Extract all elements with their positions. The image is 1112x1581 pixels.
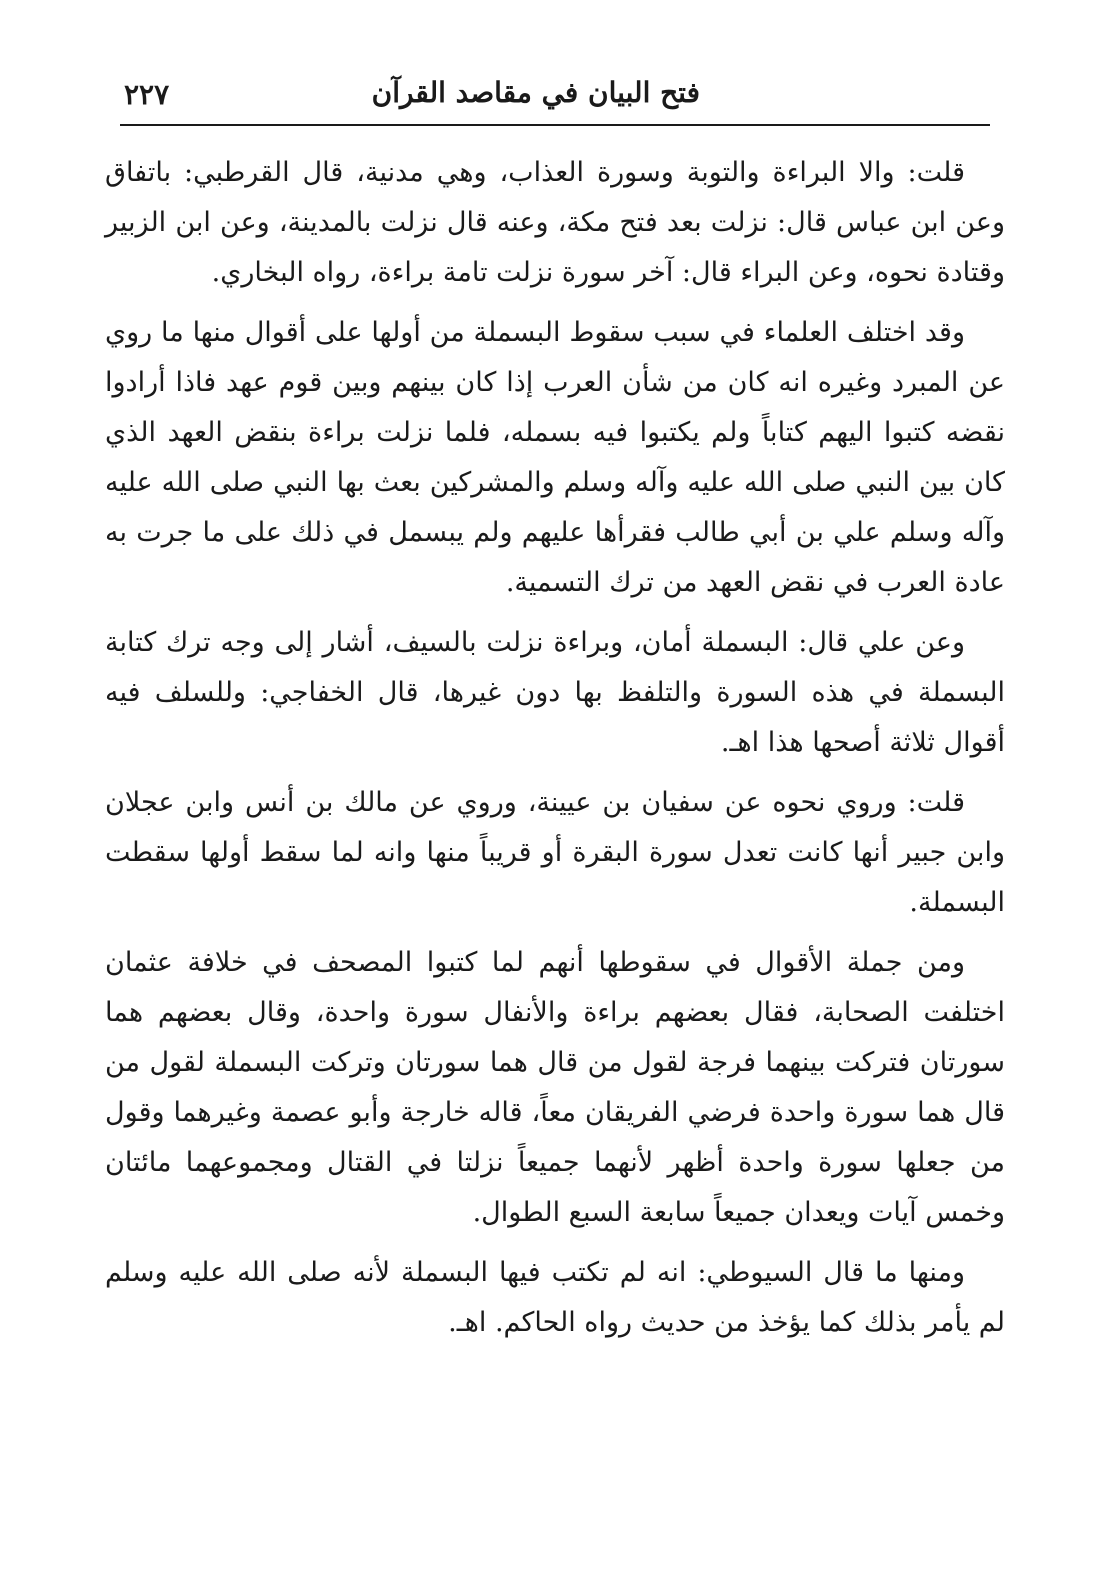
paragraph: ومنها ما قال السيوطي: انه لم تكتب فيها البسملة لأنه صلى الله عليه وسلم لم يأمر بذلك كما يؤخذ من حديث رواه الحاكم. اهـ. [105, 1257, 1005, 1338]
running-title: فتح البيان في مقاصد القرآن [371, 76, 700, 109]
paragraph: قلت: وروي نحوه عن سفيان بن عيينة، وروي عن مالك بن أنس وابن عجلان وابن جبير أنها كانت تعدل سورة البقرة أو قريباً منها وانه لما سقط أولها سقطت البسملة. [105, 787, 1005, 918]
header-rule [120, 124, 990, 126]
paragraph: قلت: والا البراءة والتوبة وسورة العذاب، وهي مدنية، قال القرطبي: باتفاق وعن ابن عباس قال: نزلت بعد فتح مكة، وعنه قال نزلت بالمدينة، وعن ابن الزبير وقتادة نحوه، وعن البراء قال: آخر سورة نزلت تامة براءة، رواه البخاري. [105, 157, 1005, 288]
paragraph: وقد اختلف العلماء في سبب سقوط البسملة من أولها على أقوال منها ما روي عن المبرد وغيره انه كان من شأن العرب إذا كان بينهم وبين قوم عهد فاذا أرادوا نقضه كتبوا اليهم كتاباً ولم يكتبوا فيه بسمله، فلما نزلت براءة بنقض العهد الذي كان بين النبي صلى الله عليه وآله وسلم والمشركين بعث بها النبي صلى الله عليه وآله وسلم علي بن أبي طالب فقرأها عليهم ولم يبسمل في ذلك على ما جرت به عادة العرب في نقض العهد من ترك التسمية. [105, 317, 1005, 598]
paragraph: وعن علي قال: البسملة أمان، وبراءة نزلت بالسيف، أشار إلى وجه ترك كتابة البسملة في هذه السورة والتلفظ بها دون غيرها، قال الخفاجي: وللسلف فيه أقوال ثلاثة أصحها هذا اهـ. [105, 627, 1005, 758]
paragraph: ومن جملة الأقوال في سقوطها أنهم لما كتبوا المصحف في خلافة عثمان اختلفت الصحابة، فقال بعضهم براءة والأنفال سورة واحدة، وقال بعضهم هما سورتان فتركت بينهما فرجة لقول من قال هما سورتان وتركت البسملة لقول من قال هما سورة واحدة فرضي الفريقان معاً، قاله خارجة وأبو عصمة وغيرهما وقول من جعلها سورة واحدة أظهر لأنهما جميعاً نزلتا في القتال ومجموعهما مائتان وخمس آيات ويعدان جميعاً سابعة السبع الطوال. [105, 947, 1005, 1228]
page-number: ٢٢٧ [124, 78, 170, 111]
body-text [105, 148, 1005, 1358]
page-header [120, 70, 990, 124]
